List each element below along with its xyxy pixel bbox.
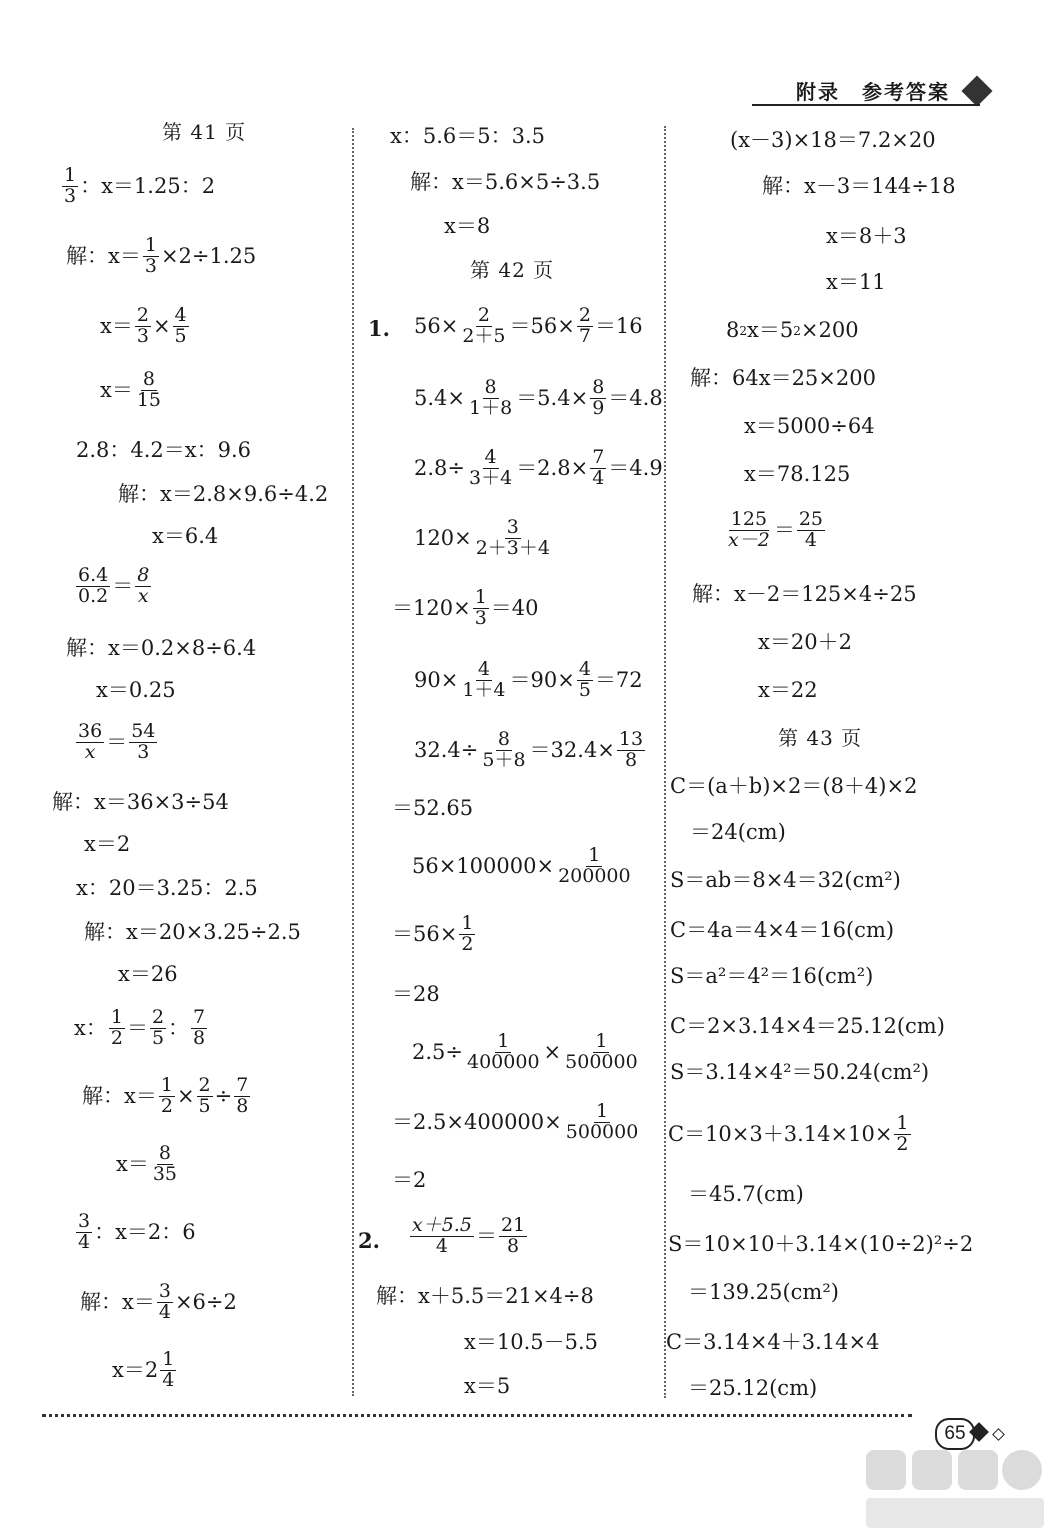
column-divider-2 [664,126,666,1398]
formula-line: C＝(a＋b)×2＝(8＋4)×2 [670,774,918,798]
small-diamond-icon [992,1428,1005,1441]
solution-line: 解：x－3＝144÷18 [762,174,956,198]
answer-line: 5.4× $\frac{8}{1+8}$ ＝5.4× $\frac{8}{9}$ ＝4.8 [414,376,663,419]
question-number: 1. [368,316,390,341]
equation-line: 6.4 0.2 ＝ 8 x [78,564,150,607]
page-42-title: 第 42 页 [470,258,555,282]
answer-line: 32.4÷ $\frac{8}{5+8}$ ＝32.4× $\frac{13}{8}$ [414,728,644,771]
solution-line: x＝6.4 [152,524,219,548]
solution-line: x＝26 [118,962,178,986]
solution-line: x＝0.25 [96,678,176,702]
equation-line: x＋5.5 4 ＝ 21 8 [412,1214,526,1257]
solution-line: x＝10.5－5.5 [464,1330,598,1354]
watermark-logo [860,1446,1050,1532]
equation-line: 3 4 ：x＝2：6 [78,1210,196,1253]
answer-line: 90× $\frac{4}{1+4}$ ＝90× $\frac{4}{5}$ ＝72 [414,658,643,701]
page-43-title: 第 43 页 [778,726,863,750]
answer-line: 120× $\frac{3}{2+3+4}$ [414,516,550,559]
formula-line: S＝ab＝8×4＝32(cm²) [670,868,901,892]
solution-line: 解：x＝36×3÷54 [52,790,229,814]
answer-line: ＝120× $\frac{1}{3}$ ＝40 [392,586,539,629]
solution-line: x＝11 [826,270,886,294]
formula-line: C＝10×3＋3.14×10× $\frac{1}{2}$ [668,1112,909,1155]
solution-line: 解：x＝ $\frac{3}{4}$ ×6÷2 [80,1280,237,1323]
solution-line: 解：64x＝25×200 [690,366,876,390]
equation-line: 125 x－2 ＝ 25 4 [728,508,823,551]
equation-line: 2.8：4.2＝x：9.6 [76,438,252,462]
answer-line: 2.8÷ $\frac{4}{3+4}$ ＝2.8× $\frac{7}{4}$ ＝4.9 [414,446,663,489]
formula-line: ＝25.12(cm) [688,1376,818,1400]
header-rule [752,104,980,106]
solution-line: x＝20＋2 [758,630,852,654]
solution-line: x＝ 8 15 [100,368,162,411]
equation-line: (x－3)×18＝7.2×20 [730,128,936,152]
formula-line: C＝4a＝4×4＝16(cm) [670,918,895,942]
formula-line: C＝3.14×4＋3.14×4 [666,1330,880,1354]
answer-line: ＝2.5×400000× $\frac{1}{500000}$ [392,1100,639,1143]
question-number: 2. [358,1228,380,1253]
equation-line: x：5.6＝5：3.5 [390,124,545,148]
equation-line: 36 x ＝ 54 3 [78,720,156,763]
formula-line: S＝a²＝4²＝16(cm²) [670,964,874,988]
formula-line: ＝139.25(cm²) [688,1280,839,1304]
solution-line: 解：x＝2.8×9.6÷4.2 [118,482,329,506]
equation-line: x：20＝3.25：2.5 [76,876,258,900]
footer-dotted-rule [42,1414,912,1417]
page-number: 65 [935,1418,975,1450]
solution-line: x＝ $\frac{2}{3}$ × $\frac{4}{5}$ [100,304,187,347]
answer-line: ＝28 [392,982,440,1006]
solution-line: 解：x＋5.5＝21×4÷8 [376,1284,594,1308]
solution-line: x＝5 [464,1374,511,1398]
fraction: 1 3 [64,164,77,207]
answer-line: 2.5÷ $\frac{1}{400000}$ × $\frac{1}{500000}$ [412,1030,638,1073]
answer-line: 56× $\frac{2}{2+5}$ ＝56× $\frac{2}{7}$ ＝16 [414,304,643,347]
solution-line: x＝5000÷64 [744,414,875,438]
solution-line: 解：x＝5.6×5÷3.5 [410,170,601,194]
solution-line: x＝ 8 35 [116,1142,178,1185]
formula-line: S＝3.14×4²＝50.24(cm²) [670,1060,930,1084]
solution-line: x＝8＋3 [826,224,907,248]
solution-line: x＝78.125 [744,462,851,486]
answer-line: 56×100000× $\frac{1}{200000}$ [412,844,631,887]
solution-line: 解：x＝0.2×8÷6.4 [66,636,257,660]
solution-line: x＝2 [84,832,131,856]
column-divider-1 [352,128,354,1396]
answer-line: ＝56× $\frac{1}{2}$ [392,912,474,955]
header-title: 附录 参考答案 [796,80,950,104]
header-diamond-icon [961,75,992,106]
solution-line: x＝22 [758,678,818,702]
solution-line: x＝2 1 4 [112,1348,175,1391]
answer-line: ＝52.65 [392,796,474,820]
formula-line: ＝45.7(cm) [688,1182,804,1206]
formula-line: ＝24(cm) [690,820,786,844]
page-41-title: 第 41 页 [162,120,247,144]
solution-line: 解：x－2＝125×4÷25 [692,582,917,606]
solution-line: 解：x＝ $\frac{1}{3}$ ×2÷1.25 [66,234,257,277]
formula-line: C＝2×3.14×4＝25.12(cm) [670,1014,945,1038]
formula-line: S＝10×10＋3.14×(10÷2)²÷2 [668,1232,974,1256]
equation-line: 8 2 x＝5 2 ×200 [726,318,859,342]
solution-line: 解：x＝ $\frac{1}{2}$ × $\frac{2}{5}$ ÷ $\frac{7}{8}$ [82,1074,249,1117]
equation-line: 1 3 ：x＝1.25：2 [64,164,216,207]
answer-line: ＝2 [392,1168,427,1192]
equation-line: x： 1 2 ＝ 2 5 ： 7 8 [74,1006,206,1049]
solution-line: 解：x＝20×3.25÷2.5 [84,920,301,944]
solution-line: x＝8 [444,214,491,238]
